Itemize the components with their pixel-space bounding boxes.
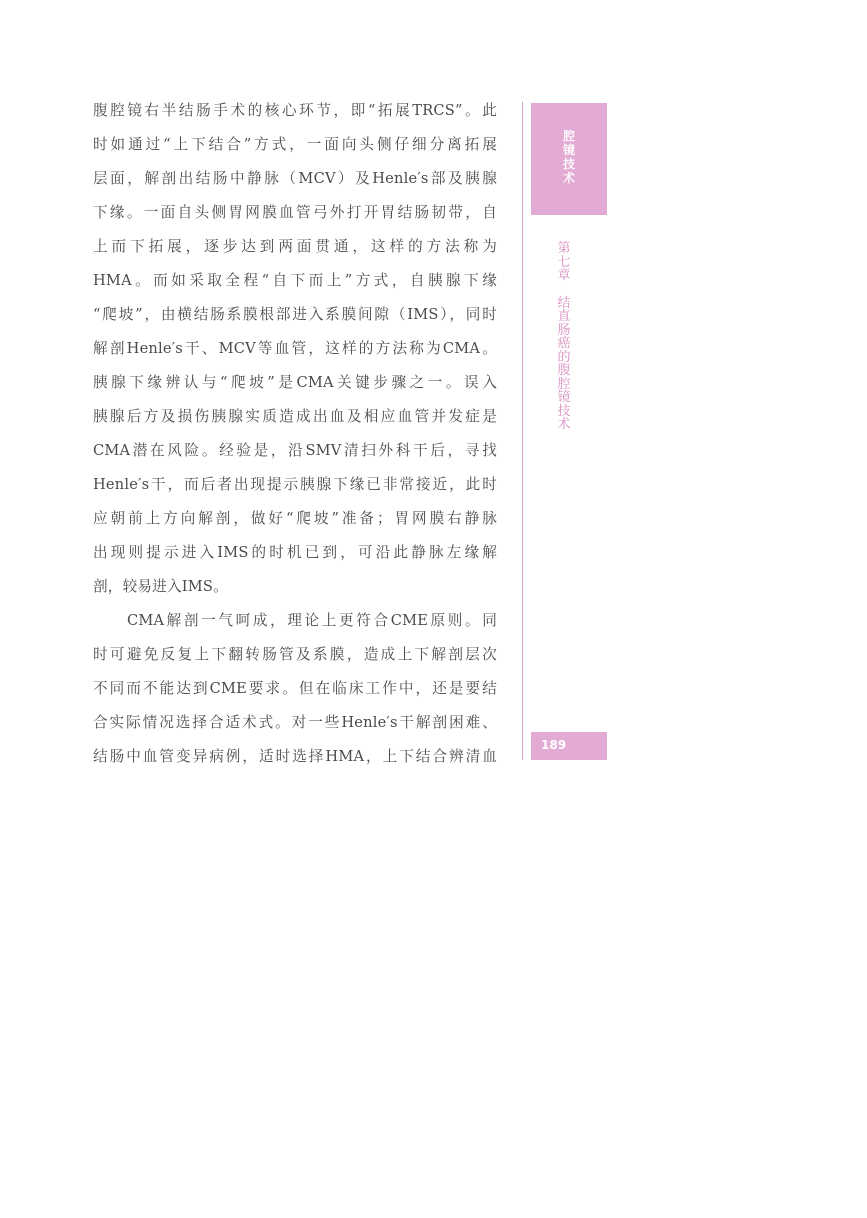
section-tab-char: 技 <box>562 157 575 171</box>
text-line: HMA。而如采取全程“自下而上”方式，自胰腺下缘 <box>93 272 497 289</box>
text-line: 合实际情况选择合适术式。对一些Henle′s干解剖困难、 <box>93 714 497 731</box>
chapter-title-char: 术 <box>557 417 571 432</box>
text-line: 时如通过“上下结合”方式，一面向头侧仔细分离拓展 <box>93 136 497 153</box>
chapter-title-char: 镜 <box>557 390 571 405</box>
text-line: 出现则提示进入IMS的时机已到，可沿此静脉左缘解 <box>93 544 497 561</box>
section-tab-char: 术 <box>562 171 575 185</box>
margin-divider <box>522 102 523 760</box>
text-line: 胰腺下缘辨认与“爬坡”是CMA关键步骤之一。误入 <box>93 374 497 391</box>
text-line: 不同而不能达到CME要求。但在临床工作中，还是要结 <box>93 680 497 697</box>
chapter-title-char: 腔 <box>557 376 571 392</box>
body-text <box>93 94 497 774</box>
text-line: CMA潜在风险。经验是，沿SMV清扫外科干后，寻找 <box>93 442 497 459</box>
section-tab-label <box>531 129 607 185</box>
chapter-number-char: 七 <box>557 254 571 270</box>
chapter-title-char: 癌 <box>557 336 571 351</box>
text-line: CMA解剖一气呵成，理论上更符合CME原则。同 <box>127 612 497 629</box>
text-line: 下缘。一面自头侧胃网膜血管弓外打开胃结肠韧带，自 <box>93 204 497 221</box>
chapter-heading <box>531 242 597 432</box>
text-line: 胰腺后方及损伤胰腺实质造成出血及相应血管并发症是 <box>93 408 497 425</box>
chapter-title-char: 的 <box>557 349 571 365</box>
chapter-title-char: 肠 <box>557 322 571 338</box>
page-number-box <box>531 732 607 760</box>
section-tab-char: 镜 <box>562 143 575 157</box>
chapter-title-char: 技 <box>557 403 571 419</box>
section-tab <box>531 103 607 215</box>
text-line: 腹腔镜右半结肠手术的核心环节，即“拓展TRCS”。此 <box>93 102 497 119</box>
chapter-number-char: 章 <box>557 268 571 283</box>
chapter-title-char: 腹 <box>557 363 571 378</box>
text-line: 剖，较易进入IMS。 <box>93 578 228 595</box>
page-number: 189 <box>541 738 567 752</box>
chapter-title-char: 结 <box>557 295 571 311</box>
text-line: 结肠中血管变异病例，适时选择HMA，上下结合辨清血 <box>93 748 497 765</box>
text-line: “爬坡”，由横结肠系膜根部进入系膜间隙（IMS），同时 <box>93 306 497 323</box>
text-line: 层面，解剖出结肠中静脉（MCV）及Henle′s部及胰腺 <box>93 170 497 187</box>
text-line: Henle′s干，而后者出现提示胰腺下缘已非常接近，此时 <box>93 476 497 493</box>
chapter-number-char: 第 <box>557 241 571 256</box>
chapter-gap <box>531 283 597 297</box>
text-line: 时可避免反复上下翻转肠管及系膜，造成上下解剖层次 <box>93 646 497 663</box>
text-line: 解剖Henle′s干、MCV等血管，这样的方法称为CMA。 <box>93 340 497 357</box>
chapter-title-char: 直 <box>557 309 571 324</box>
section-tab-char: 腔 <box>562 129 575 143</box>
text-line: 应朝前上方向解剖，做好“爬坡”准备；胃网膜右静脉 <box>93 510 497 527</box>
text-line: 上而下拓展，逐步达到两面贯通，这样的方法称为 <box>93 238 497 255</box>
